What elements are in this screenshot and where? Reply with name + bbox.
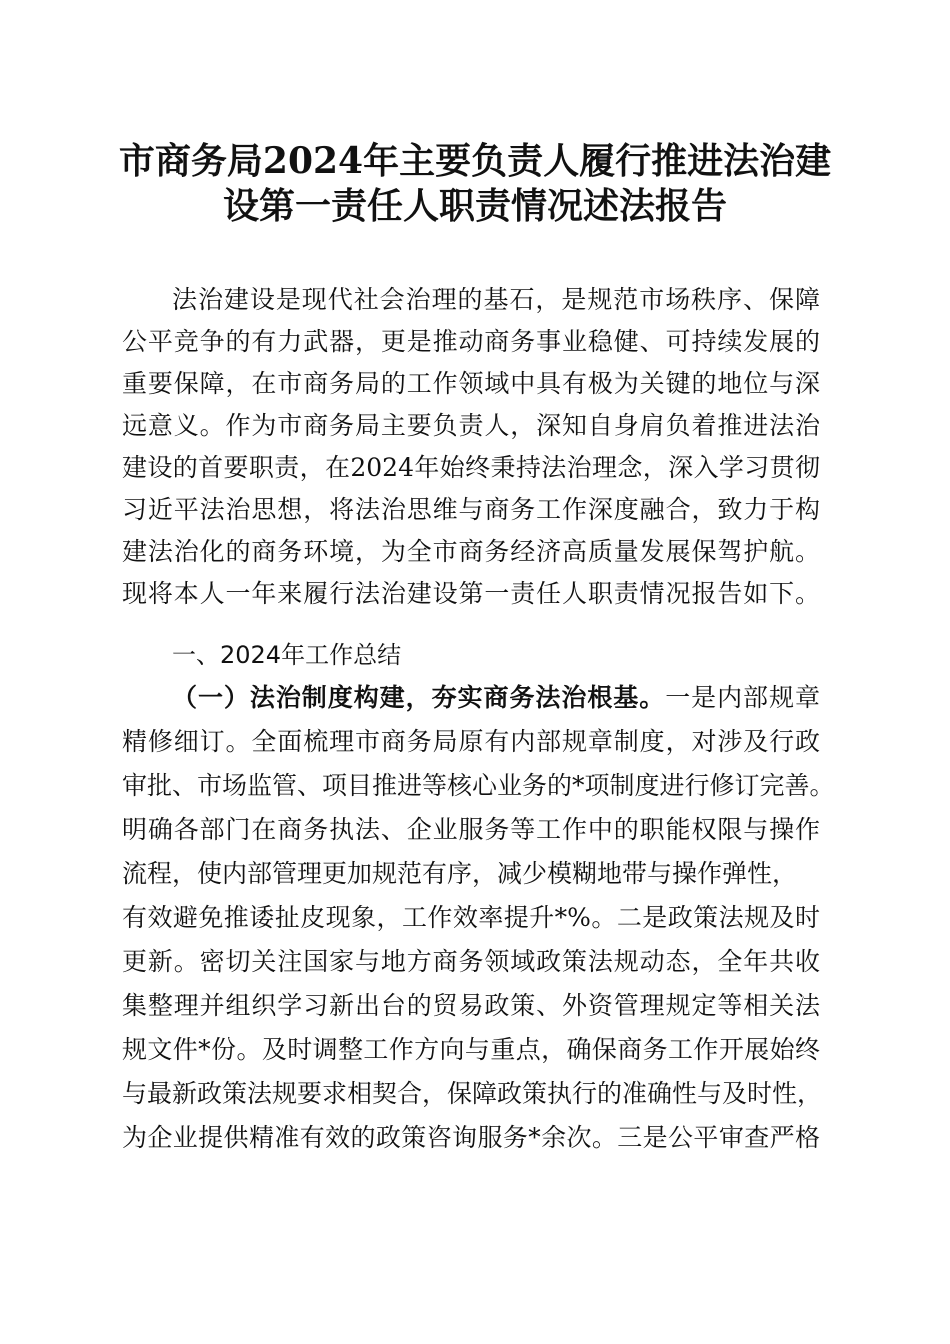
body-line: 流程，使内部管理更加规范有序，减少模糊地带与操作弹性， (122, 859, 798, 888)
body-line: 为企业提供精准有效的政策咨询服务*余次。三是公平审查严格 (122, 1123, 820, 1152)
body-line: 有效避免推诿扯皮现象，工作效率提升*%。二是政策法规及时 (122, 903, 820, 932)
body-line: 明确各部门在商务执法、企业服务等工作中的职能权限与操作 (122, 815, 820, 844)
intro-line: 习近平法治思想，将法治思维与商务工作深度融合，致力于构 (122, 495, 820, 524)
intro-line: 法治建设是现代社会治理的基石，是规范市场秩序、保障 (172, 285, 820, 314)
subsection-heading: （一）法治制度构建，夯实商务法治根基。 (172, 683, 666, 712)
subsection-first-line (172, 683, 820, 713)
body-line: 精修细订。全面梳理市商务局原有内部规章制度，对涉及行政 (122, 727, 820, 756)
body-line: 更新。密切关注国家与地方商务领域政策法规动态，全年共收 (122, 947, 820, 976)
section-heading: 一、2024年工作总结 (172, 641, 402, 669)
intro-line: 现将本人一年来履行法治建设第一责任人职责情况报告如下。 (122, 579, 820, 608)
intro-line: 远意义。作为市商务局主要负责人，深知自身肩负着推进法治 (122, 411, 820, 440)
intro-line: 建设的首要职责，在2024年始终秉持法治理念，深入学习贯彻 (122, 453, 820, 482)
body-line: 集整理并组织学习新出台的贸易政策、外资管理规定等相关法 (122, 991, 820, 1020)
intro-line: 重要保障，在市商务局的工作领域中具有极为关键的地位与深 (122, 369, 820, 398)
body-line: 审批、市场监管、项目推进等核心业务的*项制度进行修订完善。 (122, 771, 835, 800)
document-title-line-1: 市商务局2024年主要负责人履行推进法治建 (118, 140, 832, 182)
body-text: 一是内部规章 (665, 683, 820, 712)
intro-line: 建法治化的商务环境，为全市商务经济高质量发展保驾护航。 (122, 537, 820, 566)
body-line: 与最新政策法规要求相契合，保障政策执行的准确性与及时性， (122, 1079, 823, 1108)
intro-line: 公平竞争的有力武器，更是推动商务事业稳健、可持续发展的 (122, 327, 820, 356)
document-title-line-2: 设第一责任人职责情况述法报告 (222, 185, 727, 227)
body-line: 规文件*份。及时调整工作方向与重点，确保商务工作开展始终 (122, 1035, 820, 1064)
